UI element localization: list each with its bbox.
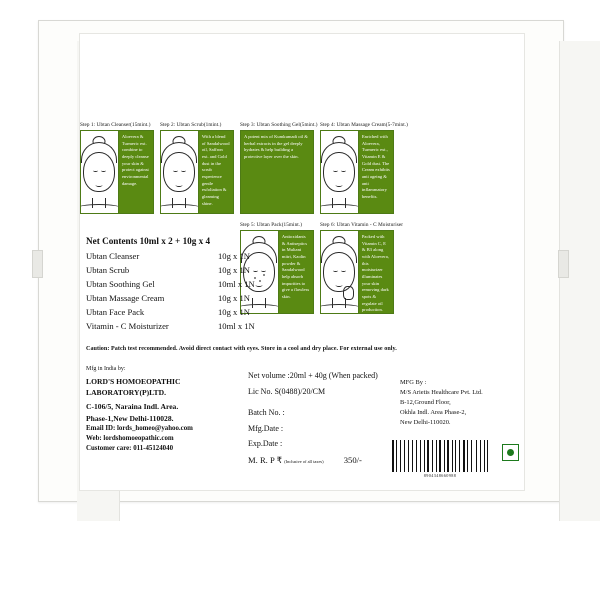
step-card-2 [160,122,234,214]
manufacturer-website: Web: lordshomoeopathic.com [86,435,174,443]
contents-row [86,320,276,334]
step-5-label: Step 5: Ubtan Pack(15mint.) [240,222,303,228]
net-volume: Net volume :20ml + 40g (When packed) [248,371,378,380]
face-moisturise-illustration-icon [321,231,359,313]
step-2-description: With a blend of Sandalwood oil, Saffron ext. and Gold dust in the scrub experience gentle exfoliation & gleaming shine. [199,131,233,213]
contents-item-qty: 10g x 1N [218,306,250,317]
marketed-by-company: M/S Arietis Healthcare Pvt. Ltd. [400,388,483,396]
contents-row [86,278,276,292]
step-card-4 [320,122,408,214]
product-details-block [248,368,388,469]
customer-care: Customer care: 011-45124040 [86,445,174,453]
step-6-label: Step 6: Ubtan Vitamin - C Moisturiser [320,222,404,228]
package-right-flap [559,41,600,521]
mrp-label: M. R. P ₹ [248,454,283,465]
contents-row [86,264,276,278]
contents-item-name: Ubtan Face Pack [86,306,145,317]
contents-item-qty: 10ml x 1N [218,278,255,289]
contents-row [86,306,276,320]
step-3-label: Step 3: Ubtan Soothing Gel(5mint.) [240,122,318,128]
mrp-value: 350/- [343,454,362,465]
mrp-row [248,452,388,469]
manufacturer-name-line1: LORD'S HOMOEOPATHIC [86,377,181,386]
barcode-number: 8904348660988 [423,473,457,478]
contents-item-qty: 10ml x 1N [218,320,255,331]
step-cards-row-2 [240,222,524,314]
step-2-label: Step 2: Ubtan Scrub(1mint.) [160,122,222,128]
mfg-date: Mfg.Date : [248,423,284,433]
marketed-by-address-3: New Delhi-110020. [400,418,451,426]
exp-date: Exp.Date : [248,439,283,449]
step-4-description: Enriched with Aloevera, Turmeric ext., Vitamin E & Gold dust. The Cream exhibits anti ageing & anti inflammatory benefits. [359,131,393,213]
marketed-by-label: MFG By : [400,379,427,386]
licence-number: Lic No. S(0488)/20/CM [248,386,326,396]
net-contents-block [86,236,276,334]
contents-item-name: Ubtan Scrub [86,264,130,275]
step-6-body [320,230,394,314]
manufacturer-name-line2: LABORATORY(P)LTD. [86,388,166,398]
step-3-body [240,130,314,214]
face-illustration-icon [161,131,199,213]
marketed-by-address-1: B-12,Ground Floor, [400,398,451,406]
step-card-1 [80,122,154,214]
mfg-in-india-label: Mfg in India by: [86,366,126,372]
step-4-label: Step 4: Ubtan Massage Cream(5-7mint.) [320,122,408,128]
contents-item-name: Ubtan Soothing Gel [86,278,155,289]
contents-row [86,250,276,264]
manufacturer-address-block [86,376,246,455]
step-1-description: Aloevera & Turmeric ext. combine to deeply cleanse your skin & protect against environmental damage. [119,131,153,213]
step-cards-row-1 [80,122,524,214]
step-1-body [80,130,154,214]
marketed-by-address-2: Okhla Indl. Area Phase-2, [400,408,467,416]
batch-number: Batch No. : [248,408,285,418]
package-notch-left [32,250,43,278]
contents-item-qty: 10g x 1N [218,292,250,303]
caution-text: Caution: Patch test recommended. Avoid direct contact with eyes. Store in a cool and dry place. For external use only. [86,346,397,352]
barcode [392,440,488,472]
mrp-sub-label: (Inclusive of all taxes) [284,458,324,464]
manufacturer-email: Email ID: lords_homeo@yahoo.com [86,424,193,432]
contents-item-qty: 10g x 1N [218,264,250,275]
net-contents-title: Net Contents 10ml x 2 + 10g x 4 [86,236,211,246]
contents-row [86,292,276,306]
manufacturer-address-line2: Phase-1,New Delhi-110028. [86,413,174,423]
step-3-description: A potent mix of Kumkumadi oil & herbal extracts in the gel deeply hydrates & help building a protective layer over the skin. [241,131,313,213]
package-notch-right [558,250,569,278]
contents-item-name: Ubtan Massage Cream [86,292,165,303]
step-1-label: Step 1: Ubtan Cleanser(15mint.) [80,122,151,128]
marketed-by-block [400,378,520,428]
face-illustration-icon [321,131,359,213]
step-4-body [320,130,394,214]
vegetarian-mark-icon [502,444,519,461]
manufacturer-address-line1: C-106/5, Naraina Indl. Area. [86,402,179,412]
step-6-description: Packed with Vitamin C, E & B3 along with Aloevera, this moisturizer illuminates your skin removing dark spots & regulate oil production. [359,231,393,313]
face-illustration-icon [81,131,119,213]
step-5-description: Antioxidants & Antiseptics in Multani mitri, Kaolin powder & Sandalwood help absorb impurities to give a flawless skin. [279,231,313,313]
contents-item-name: Vitamin - C Moisturizer [86,320,169,331]
contents-item-name: Ubtan Cleanser [86,251,140,261]
step-2-body [160,130,234,214]
contents-item-qty: 10g x 1N [218,251,250,261]
step-card-6 [320,222,404,314]
step-card-3 [240,122,318,214]
